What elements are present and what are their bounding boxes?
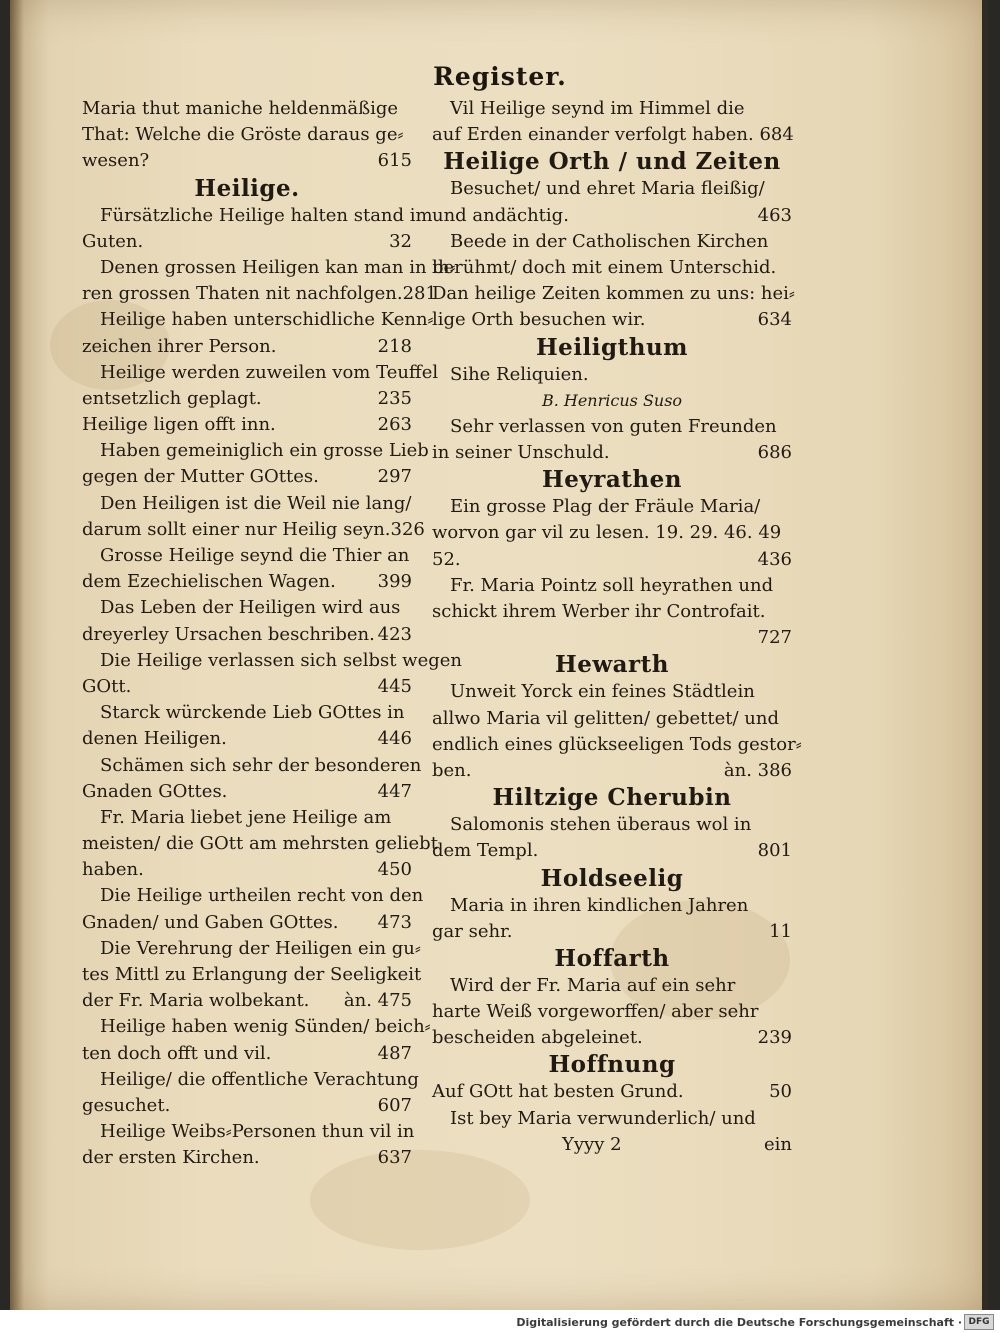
entry-line [82, 386, 412, 412]
entry-line [82, 988, 412, 1014]
page-reference: 399 [377, 571, 412, 593]
entry-text: in seiner Unschuld. [432, 442, 610, 464]
entry-line: Denen grossen Heiligen kan man in ih⸗ [100, 256, 456, 278]
entry-text: dem Templ. [432, 840, 539, 862]
page-reference: 801 [757, 840, 792, 862]
entry-line: Heilige haben wenig Sünden/ beich⸗ [100, 1016, 431, 1038]
page-reference: 607 [377, 1094, 412, 1116]
entry-line: schickt ihrem Werber ihr Controfait. [432, 601, 766, 622]
entry-line [82, 229, 412, 255]
page-reference: 11 [769, 920, 792, 942]
catchword: ein [763, 1133, 792, 1155]
page-reference: 235 [377, 387, 412, 409]
entry-line: Maria in ihren kindlichen Jahren [450, 894, 749, 916]
page-reference: 281 [402, 283, 437, 305]
section-heading: Hewarth [554, 651, 670, 679]
entry-line: That: Welche die Gröste daraus ge⸗ [82, 124, 404, 146]
page-reference: 447 [377, 780, 412, 802]
entry-line [82, 1041, 412, 1067]
entry-line: Unweit Yorck ein feines Städtlein [450, 681, 755, 703]
entry-text: darum sollt einer nur Heilig seyn. [82, 518, 391, 540]
entry-text: dem Ezechielischen Wagen. [82, 571, 336, 593]
entry-line: Grosse Heilige seynd die Thier an [100, 545, 410, 566]
page-reference: 239 [757, 1027, 792, 1049]
entry-subheading: B. Henricus Suso [541, 390, 683, 410]
entry-text: der ersten Kirchen. [82, 1147, 260, 1169]
entry-text: haben. [82, 859, 144, 881]
entry-line: berühmt/ doch mit einem Unterschid. [432, 256, 777, 278]
entry-line [82, 674, 412, 700]
entry-line: Haben gemeiniglich ein grosse Lieb [100, 440, 429, 462]
entry-line: Fr. Maria Pointz soll heyrathen und [450, 574, 774, 596]
entry-text: gesuchet. [82, 1094, 171, 1116]
entry-line: Sihe Reliquien. [450, 363, 589, 385]
entry-text: entsetzlich geplagt. [82, 387, 262, 409]
footer-credit: Digitalisierung gefördert durch die Deutsche Forschungsgemeinschaft · [516, 1316, 962, 1329]
entry-line: Beede in der Catholischen Kirchen [450, 230, 769, 252]
page-reference: 615 [377, 150, 412, 172]
page-reference: 50 [769, 1081, 792, 1103]
entry-line: allwo Maria vil gelitten/ gebettet/ und [432, 707, 779, 729]
entry-line [82, 1093, 412, 1119]
entry-line [82, 726, 412, 752]
entry-line [432, 1079, 792, 1105]
entry-line: Den Heiligen ist die Weil nie lang/ [100, 492, 412, 514]
entry-text: ren grossen Thaten nit nachfolgen. [82, 283, 403, 305]
section-heading: Hoffarth [554, 944, 670, 972]
entry-line: Ist bey Maria verwunderlich/ und [450, 1107, 756, 1129]
page-reference: 450 [377, 859, 412, 881]
entry-text: und andächtig. [432, 204, 569, 226]
entry-line: Das Leben der Heiligen wird aus [100, 597, 401, 619]
entry-text: lige Orth besuchen wir. [432, 309, 646, 331]
entry-text: gar sehr. [432, 920, 513, 942]
entry-line: Besuchet/ und ehret Maria fleißig/ [450, 178, 765, 200]
entry-line [432, 547, 792, 573]
entry-line: Ein grosse Plag der Fräule Maria/ [450, 496, 761, 518]
entry-text: der Fr. Maria wolbekant. [82, 990, 310, 1012]
section-heading: Holdseelig [540, 864, 684, 892]
entry-line: Starck würckende Lieb GOttes in [100, 702, 405, 724]
page-reference: 487 [377, 1042, 412, 1064]
right-column [432, 96, 802, 1158]
entry-text: wesen? [82, 150, 150, 172]
entry-line: Fürsätzliche Heilige halten stand im [100, 204, 433, 226]
entry-line [432, 919, 792, 945]
page-reference: 634 [757, 309, 792, 331]
entry-text: gegen der Mutter GOttes. [82, 466, 319, 488]
entry-line: Salomonis stehen überaus wol in [450, 814, 752, 836]
entry-line: Heilige Weibs⸗Personen thun vil in [100, 1121, 415, 1143]
entry-line: Die Verehrung der Heiligen ein gu⸗ [100, 937, 421, 959]
entry-line: Die Heilige verlassen sich selbst wegen [100, 649, 463, 671]
entry-line [82, 1145, 412, 1171]
page-gutter-shadow [10, 0, 24, 1310]
page-reference: 297 [377, 466, 412, 488]
section-heading: Heiligthum [535, 333, 689, 361]
footer-bar [0, 1310, 1000, 1333]
page-reference: 32 [389, 230, 412, 252]
entry-text: ten doch offt und vil. [82, 1042, 272, 1064]
entry-text: Guten. [82, 230, 144, 252]
entry-line [82, 281, 437, 307]
entry-line: Die Heilige urtheilen recht von den [100, 885, 424, 907]
page-reference: 727 [757, 627, 792, 649]
entry-line [82, 857, 412, 883]
page-edge [982, 0, 988, 1310]
entry-line: tes Mittl zu Erlangung der Seeligkeit [82, 964, 422, 985]
entry-line: Schämen sich sehr der besonderen [100, 754, 422, 776]
page-reference: 637 [377, 1147, 412, 1169]
entry-line [432, 1025, 792, 1051]
entry-text: 52. [432, 548, 461, 570]
entry-line: Wird der Fr. Maria auf ein sehr [450, 974, 736, 996]
signature-mark: Yyyy 2 [562, 1133, 622, 1155]
entry-text: bescheiden abgeleinet. [432, 1027, 643, 1049]
entry-text: Heilige ligen offt inn. [82, 414, 276, 436]
entry-line [432, 203, 792, 229]
entry-line [432, 838, 792, 864]
entry-line: endlich eines glückseeligen Tods gestor⸗ [432, 733, 802, 755]
entry-line [82, 517, 425, 543]
entry-line: Heilige werden zuweilen vom Teuffel [100, 361, 439, 383]
entry-line [82, 779, 412, 805]
entry-line [82, 412, 412, 438]
page-reference: 326 [390, 518, 425, 540]
page-reference: àn. 475 [343, 990, 412, 1012]
entry-line [82, 148, 412, 174]
page-reference: 423 [377, 623, 412, 645]
entry-line: Heilige haben unterschidliche Kenn⸗ [100, 309, 434, 331]
entry-line [432, 307, 792, 333]
entry-line [432, 758, 792, 784]
entry-line: auf Erden einander verfolgt haben. 684 [432, 124, 794, 146]
page-reference: 445 [377, 675, 412, 697]
page-header: Register. [433, 62, 567, 91]
entry-line: Heilige/ die offentliche Verachtung [100, 1068, 419, 1090]
section-heading: Hiltzige Cherubin [492, 784, 732, 812]
entry-line: harte Weiß vorgeworffen/ aber sehr [432, 1001, 759, 1023]
entry-text: denen Heiligen. [82, 728, 227, 750]
page-reference: àn. 386 [723, 759, 792, 781]
entry-text: dreyerley Ursachen beschriben. [82, 623, 375, 645]
entry-line [82, 569, 412, 595]
entry-line [82, 334, 412, 360]
signature-line [432, 1132, 792, 1158]
page-reference: 686 [757, 442, 792, 464]
entry-line: worvon gar vil zu lesen. 19. 29. 46. 49 [432, 522, 782, 544]
entry-line: Dan heilige Zeiten kommen zu uns: hei⸗ [432, 283, 795, 305]
entry-line: Vil Heilige seynd im Himmel die [450, 98, 745, 119]
entry-text: zeichen ihrer Person. [82, 335, 277, 357]
page-reference: 473 [377, 911, 412, 933]
entry-line: Sehr verlassen von guten Freunden [450, 415, 777, 437]
section-heading: Heilige. [194, 174, 300, 202]
entry-line: Fr. Maria liebet jene Heilige am [100, 806, 392, 828]
entry-line: meisten/ die GOtt am mehrsten geliebt [82, 833, 438, 855]
dfg-logo: DFG [964, 1314, 994, 1330]
page-reference: 436 [757, 548, 792, 570]
entry-text: Gnaden/ und Gaben GOttes. [82, 911, 339, 933]
entry-line [82, 464, 412, 490]
entry-text: ben. [432, 759, 472, 781]
entry-line [432, 440, 792, 466]
section-heading: Hoffnung [548, 1051, 676, 1079]
entry-text: Auf GOtt hat besten Grund. [432, 1081, 684, 1103]
page-reference: 263 [377, 414, 412, 436]
entry-line [82, 910, 412, 936]
page-reference: 218 [377, 335, 412, 357]
entry-line [82, 622, 412, 648]
entry-text: Gnaden GOttes. [82, 780, 228, 802]
page-reference: 446 [377, 728, 412, 750]
section-heading: Heyrathen [542, 466, 682, 494]
entry-text: GOtt. [82, 675, 132, 697]
page-reference: 463 [757, 204, 792, 226]
entry-line: Maria thut maniche heldenmäßige [82, 98, 399, 119]
section-heading: Heilige Orth / und Zeiten [443, 148, 781, 176]
